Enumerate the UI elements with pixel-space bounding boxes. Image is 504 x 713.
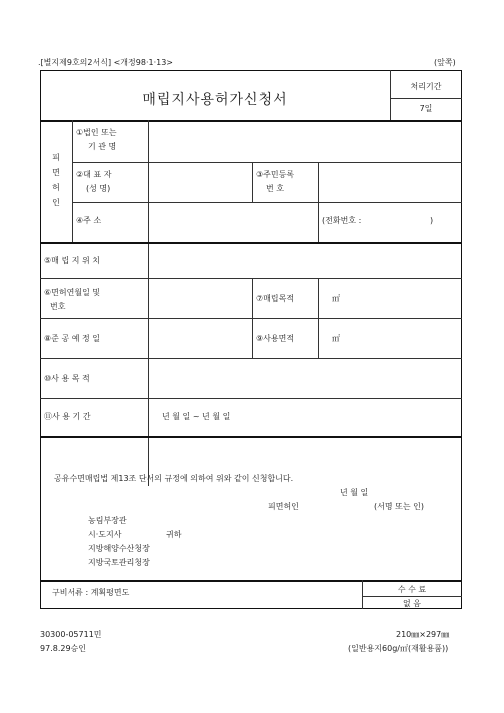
processing-value: 7일 [419, 104, 433, 113]
rrn-field[interactable] [320, 164, 460, 200]
reclamation-purpose-label: ⑦매립목적 [256, 294, 295, 303]
license-line [40, 318, 462, 319]
use-purpose-line [40, 398, 462, 399]
purpose-unit: ㎡ [332, 294, 340, 303]
license-label-2: 번호 [50, 302, 66, 311]
statement-sign-note: (서명 또는 인) [374, 502, 424, 511]
rrn-divider [318, 162, 319, 202]
paper-size: 210㎜×297㎜ [396, 630, 450, 639]
applicant-side-divider [72, 120, 73, 242]
statement-date: 년 월 일 [340, 488, 369, 497]
footer-table-top [40, 580, 462, 582]
form-reference: .[별지제9호의2서식] <개정98·1·13> [38, 58, 174, 67]
org-name-field[interactable] [150, 122, 460, 160]
location-line [40, 278, 462, 279]
location-field[interactable] [150, 244, 460, 276]
recipient-3: 지방해양수산청장 [88, 544, 150, 553]
rep-label-2: (성 명) [86, 184, 111, 193]
fee-label: 수 수 료 [397, 585, 427, 594]
location-label: ⑤매 립 지 위 치 [44, 256, 100, 265]
applicant-side-1: 피 [52, 153, 60, 162]
rep-divider [252, 162, 253, 202]
form-code: 30300-05711민 [40, 630, 102, 639]
row2-line [72, 202, 462, 203]
address-field[interactable] [150, 204, 316, 240]
use-period-label: ⑪사 용 기 간 [44, 412, 91, 421]
rep-name-field[interactable] [150, 164, 250, 200]
phone-close: ) [430, 216, 434, 225]
attachments-label: 구비서류 : 계획평면도 [52, 588, 130, 597]
use-area-unit: ㎡ [332, 334, 340, 343]
license-label-1: ⑥면허연월일 및 [44, 288, 101, 297]
phone-divider [318, 202, 319, 242]
period-bottom-line [40, 436, 462, 438]
paper-spec: (일반용지60g/㎡(재활용품)) [348, 644, 449, 653]
statement-body: 공유수면매립법 제13조 단서의 규정에 의하여 위와 같이 신청합니다. [54, 474, 294, 483]
label-column-divider [148, 120, 149, 486]
processing-label: 처리기간 [410, 82, 442, 91]
applicant-side-2: 면 [52, 168, 60, 177]
org-name-label-1: ①법인 또는 [76, 128, 117, 137]
use-purpose-field[interactable] [150, 360, 460, 396]
rrn-label-1: ③주민등록 [256, 170, 295, 179]
approval-date: 97.8.29승인 [40, 644, 86, 653]
rrn-label-2: 번 호 [266, 184, 284, 193]
license-field[interactable] [150, 280, 250, 316]
recipient-4: 지방국토관리청장 [88, 558, 150, 567]
fee-value: 없 음 [403, 599, 421, 608]
completion-field[interactable] [150, 320, 250, 356]
page-side-label: (앞쪽) [434, 58, 456, 67]
completion-line [40, 358, 462, 359]
address-label: ④주 소 [76, 216, 102, 225]
recipient-1: 농림부장관 [88, 516, 127, 525]
form-title: 매립지사용허가신청서 [142, 92, 288, 108]
processing-divider [390, 98, 462, 99]
applicant-side-4: 인 [52, 198, 60, 207]
statement-signer: 피면허인 [268, 502, 299, 511]
row1-line [72, 162, 462, 163]
rep-label-1: ②대 표 자 [76, 170, 112, 179]
phone-label: (전화번호 : [322, 216, 362, 225]
fee-line [362, 596, 462, 597]
use-area-label: ⑨사용면적 [256, 334, 295, 343]
recipient-honorific: 귀하 [166, 530, 182, 539]
applicant-side-3: 허 [52, 183, 60, 192]
recipient-2: 시·도지사 [88, 530, 122, 539]
org-name-label-2: 기 관 명 [88, 142, 117, 151]
use-purpose-label: ⑩사 용 목 적 [44, 374, 90, 383]
use-period-value[interactable]: 년 월 일 ~ 년 월 일 [162, 412, 231, 421]
completion-label: ⑧준 공 예 정 일 [44, 334, 100, 343]
